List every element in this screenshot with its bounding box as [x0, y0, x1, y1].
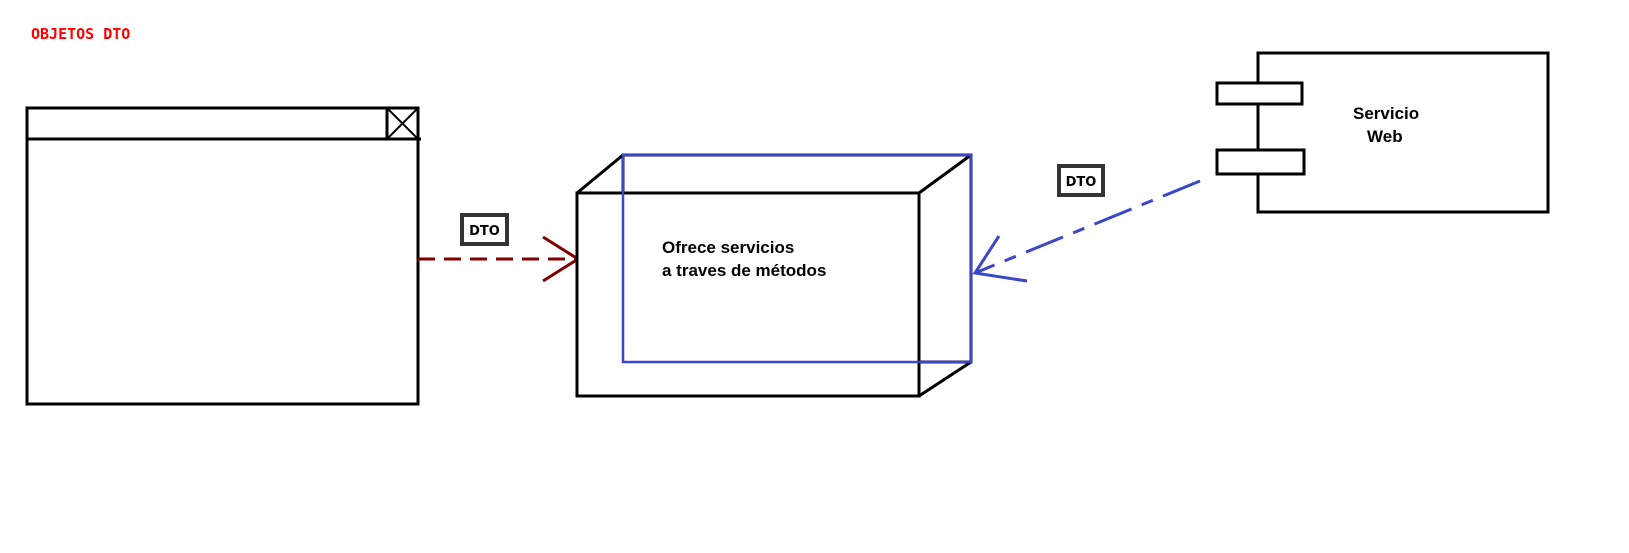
node-edge-top-left — [577, 155, 623, 193]
node-edge-bottom-right — [919, 362, 971, 396]
component-label-line1: Servicio — [1353, 104, 1420, 123]
dto-badge-right — [1059, 166, 1103, 195]
node-edge-top-right — [919, 155, 971, 193]
window-shape[interactable] — [27, 108, 421, 404]
diagram-title: OBJETOS DTO — [31, 25, 131, 43]
component-port-bottom — [1217, 150, 1304, 174]
close-icon[interactable] — [387, 108, 418, 139]
window-frame — [27, 108, 418, 404]
component-servicio-web[interactable] — [1217, 53, 1548, 212]
component-label-line2: Web — [1367, 127, 1403, 146]
arrowhead-blue-icon — [975, 236, 1027, 281]
node-box[interactable] — [577, 155, 971, 396]
dto-badge-right-label: DTO — [1065, 175, 1097, 190]
node-label-line2: a traves de métodos — [662, 261, 827, 280]
component-port-top — [1217, 83, 1302, 104]
node-front-face — [577, 193, 919, 396]
component-body — [1258, 53, 1548, 212]
dto-badge-left-label: DTO — [469, 224, 500, 239]
node-label-line1: Ofrece servicios — [662, 238, 795, 257]
dto-badge-left — [462, 215, 507, 244]
